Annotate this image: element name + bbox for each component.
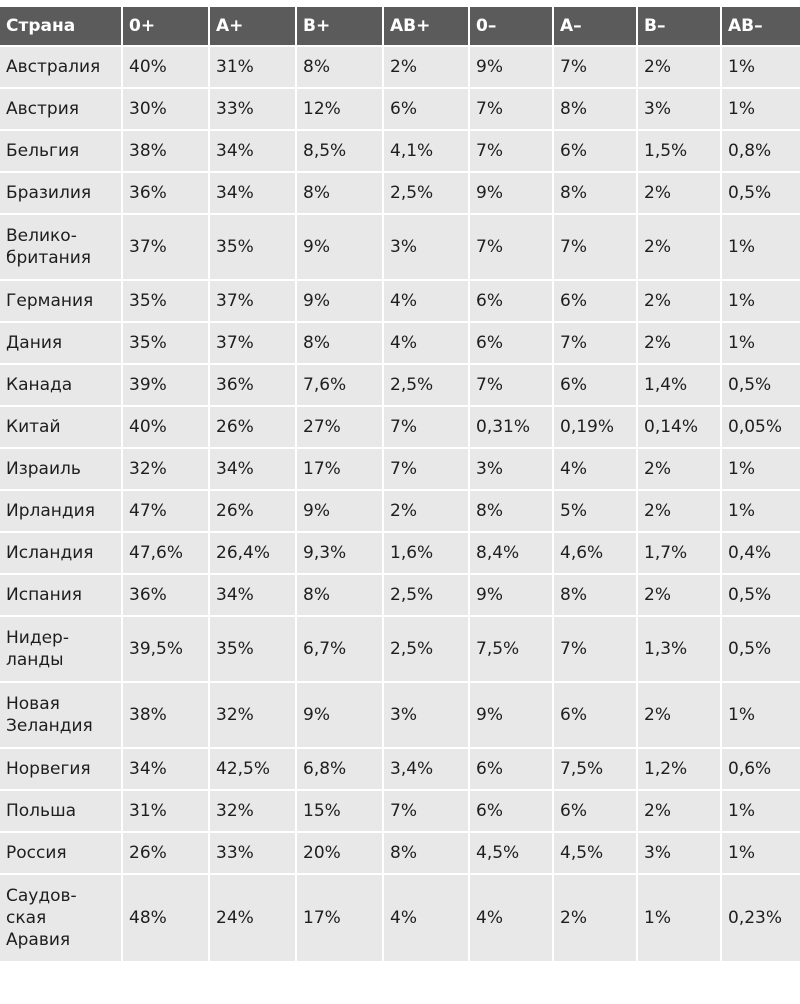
cell-o-neg: 4,5%: [469, 832, 553, 874]
cell-o-neg: 7%: [469, 214, 553, 280]
cell-a-neg: 6%: [553, 790, 637, 832]
cell-a-pos: 33%: [209, 88, 296, 130]
cell-ab-neg: 1%: [721, 46, 800, 88]
cell-a-pos: 32%: [209, 682, 296, 748]
cell-b-pos: 7,6%: [296, 364, 383, 406]
cell-country: Нидер- ланды: [0, 616, 122, 682]
cell-b-neg: 2%: [637, 280, 721, 322]
cell-ab-neg: 1%: [721, 280, 800, 322]
cell-country: Польша: [0, 790, 122, 832]
cell-a-neg: 4%: [553, 448, 637, 490]
cell-ab-neg: 1%: [721, 790, 800, 832]
cell-b-neg: 2%: [637, 682, 721, 748]
table-row: [0, 172, 800, 214]
table-row: [0, 130, 800, 172]
cell-country: Норвегия: [0, 748, 122, 790]
header-country: Страна: [0, 7, 122, 46]
cell-b-pos: 6,7%: [296, 616, 383, 682]
cell-ab-pos: 1,6%: [383, 532, 469, 574]
header-o-neg: 0–: [469, 7, 553, 46]
cell-a-neg: 6%: [553, 130, 637, 172]
cell-ab-neg: 1%: [721, 214, 800, 280]
cell-o-pos: 26%: [122, 832, 209, 874]
cell-a-pos: 36%: [209, 364, 296, 406]
cell-b-pos: 9,3%: [296, 532, 383, 574]
cell-o-neg: 8,4%: [469, 532, 553, 574]
cell-b-pos: 8%: [296, 322, 383, 364]
cell-o-neg: 6%: [469, 790, 553, 832]
cell-ab-neg: 1%: [721, 490, 800, 532]
cell-a-neg: 7,5%: [553, 748, 637, 790]
cell-a-neg: 6%: [553, 280, 637, 322]
cell-b-pos: 15%: [296, 790, 383, 832]
cell-ab-pos: 3%: [383, 682, 469, 748]
cell-b-pos: 6,8%: [296, 748, 383, 790]
cell-a-pos: 34%: [209, 172, 296, 214]
table-body: [0, 46, 800, 962]
cell-ab-pos: 6%: [383, 88, 469, 130]
cell-ab-pos: 2%: [383, 46, 469, 88]
cell-a-neg: 2%: [553, 874, 637, 962]
cell-ab-pos: 7%: [383, 406, 469, 448]
cell-b-pos: 8%: [296, 172, 383, 214]
cell-a-neg: 5%: [553, 490, 637, 532]
cell-o-neg: 9%: [469, 574, 553, 616]
cell-country: Испания: [0, 574, 122, 616]
cell-country: Россия: [0, 832, 122, 874]
table-row: [0, 574, 800, 616]
header-a-neg: A–: [553, 7, 637, 46]
cell-a-pos: 42,5%: [209, 748, 296, 790]
cell-country: Бразилия: [0, 172, 122, 214]
cell-country: Велико- британия: [0, 214, 122, 280]
cell-o-neg: 6%: [469, 280, 553, 322]
cell-o-neg: 9%: [469, 172, 553, 214]
header-ab-neg: AB–: [721, 7, 800, 46]
cell-a-neg: 7%: [553, 46, 637, 88]
cell-b-pos: 20%: [296, 832, 383, 874]
table-row: [0, 448, 800, 490]
table-row: [0, 748, 800, 790]
cell-ab-pos: 4%: [383, 280, 469, 322]
cell-a-neg: 8%: [553, 574, 637, 616]
cell-a-pos: 35%: [209, 616, 296, 682]
cell-o-neg: 8%: [469, 490, 553, 532]
header-ab-pos: AB+: [383, 7, 469, 46]
table-row: [0, 832, 800, 874]
cell-o-pos: 47,6%: [122, 532, 209, 574]
cell-b-pos: 9%: [296, 682, 383, 748]
cell-a-neg: 4,6%: [553, 532, 637, 574]
cell-b-pos: 9%: [296, 280, 383, 322]
cell-b-neg: 0,14%: [637, 406, 721, 448]
cell-a-neg: 8%: [553, 88, 637, 130]
table-row: [0, 406, 800, 448]
table-row: [0, 616, 800, 682]
cell-b-neg: 2%: [637, 172, 721, 214]
cell-country: Австралия: [0, 46, 122, 88]
cell-ab-neg: 0,5%: [721, 616, 800, 682]
cell-o-neg: 7%: [469, 130, 553, 172]
cell-o-pos: 47%: [122, 490, 209, 532]
cell-o-neg: 0,31%: [469, 406, 553, 448]
table-row: [0, 790, 800, 832]
cell-b-neg: 2%: [637, 574, 721, 616]
table-row: [0, 322, 800, 364]
cell-ab-pos: 4%: [383, 874, 469, 962]
cell-a-pos: 33%: [209, 832, 296, 874]
cell-a-pos: 31%: [209, 46, 296, 88]
cell-o-pos: 36%: [122, 172, 209, 214]
cell-a-pos: 32%: [209, 790, 296, 832]
cell-ab-pos: 2%: [383, 490, 469, 532]
cell-o-neg: 7,5%: [469, 616, 553, 682]
cell-ab-neg: 0,5%: [721, 364, 800, 406]
cell-o-pos: 38%: [122, 130, 209, 172]
cell-o-pos: 40%: [122, 46, 209, 88]
cell-country: Дания: [0, 322, 122, 364]
cell-ab-neg: 1%: [721, 448, 800, 490]
cell-b-pos: 8,5%: [296, 130, 383, 172]
cell-o-neg: 9%: [469, 682, 553, 748]
cell-a-neg: 7%: [553, 322, 637, 364]
cell-country: Новая Зеландия: [0, 682, 122, 748]
cell-b-pos: 17%: [296, 874, 383, 962]
cell-a-pos: 34%: [209, 448, 296, 490]
cell-b-pos: 17%: [296, 448, 383, 490]
header-o-pos: 0+: [122, 7, 209, 46]
cell-ab-pos: 4%: [383, 322, 469, 364]
cell-o-pos: 40%: [122, 406, 209, 448]
cell-country: Китай: [0, 406, 122, 448]
cell-country: Исландия: [0, 532, 122, 574]
cell-ab-pos: 2,5%: [383, 364, 469, 406]
cell-ab-neg: 0,6%: [721, 748, 800, 790]
cell-o-pos: 34%: [122, 748, 209, 790]
cell-b-neg: 1,4%: [637, 364, 721, 406]
cell-b-pos: 9%: [296, 214, 383, 280]
cell-o-neg: 9%: [469, 46, 553, 88]
cell-ab-neg: 0,5%: [721, 574, 800, 616]
table-row: [0, 874, 800, 962]
cell-ab-neg: 1%: [721, 88, 800, 130]
cell-o-neg: 4%: [469, 874, 553, 962]
blood-type-table: [0, 7, 800, 963]
cell-b-neg: 3%: [637, 88, 721, 130]
cell-a-pos: 24%: [209, 874, 296, 962]
cell-ab-pos: 2,5%: [383, 172, 469, 214]
cell-ab-pos: 7%: [383, 448, 469, 490]
cell-b-neg: 3%: [637, 832, 721, 874]
cell-b-neg: 2%: [637, 214, 721, 280]
cell-a-neg: 4,5%: [553, 832, 637, 874]
table-row: [0, 88, 800, 130]
cell-a-neg: 7%: [553, 214, 637, 280]
cell-o-neg: 7%: [469, 364, 553, 406]
cell-ab-pos: 2,5%: [383, 616, 469, 682]
table-row: [0, 214, 800, 280]
cell-a-neg: 7%: [553, 616, 637, 682]
cell-ab-neg: 0,5%: [721, 172, 800, 214]
cell-o-pos: 32%: [122, 448, 209, 490]
cell-o-pos: 38%: [122, 682, 209, 748]
cell-b-neg: 2%: [637, 490, 721, 532]
cell-country: Австрия: [0, 88, 122, 130]
cell-ab-pos: 8%: [383, 832, 469, 874]
cell-o-pos: 48%: [122, 874, 209, 962]
cell-ab-pos: 7%: [383, 790, 469, 832]
cell-o-pos: 30%: [122, 88, 209, 130]
cell-a-neg: 8%: [553, 172, 637, 214]
table-row: [0, 532, 800, 574]
cell-b-neg: 2%: [637, 790, 721, 832]
cell-a-neg: 6%: [553, 364, 637, 406]
cell-b-neg: 1,5%: [637, 130, 721, 172]
cell-b-neg: 2%: [637, 448, 721, 490]
cell-b-pos: 27%: [296, 406, 383, 448]
cell-b-pos: 8%: [296, 46, 383, 88]
cell-o-pos: 36%: [122, 574, 209, 616]
table-row: [0, 46, 800, 88]
table-row: [0, 364, 800, 406]
cell-a-neg: 6%: [553, 682, 637, 748]
table-row: [0, 490, 800, 532]
cell-b-neg: 1,7%: [637, 532, 721, 574]
cell-o-neg: 3%: [469, 448, 553, 490]
header-b-pos: B+: [296, 7, 383, 46]
cell-b-neg: 2%: [637, 322, 721, 364]
cell-b-pos: 8%: [296, 574, 383, 616]
cell-ab-neg: 0,4%: [721, 532, 800, 574]
cell-country: Канада: [0, 364, 122, 406]
cell-ab-neg: 1%: [721, 832, 800, 874]
table-row: [0, 682, 800, 748]
cell-ab-pos: 4,1%: [383, 130, 469, 172]
table-row: [0, 280, 800, 322]
cell-o-pos: 39,5%: [122, 616, 209, 682]
cell-o-pos: 39%: [122, 364, 209, 406]
cell-ab-neg: 0,05%: [721, 406, 800, 448]
cell-o-pos: 35%: [122, 322, 209, 364]
cell-o-neg: 6%: [469, 322, 553, 364]
cell-b-pos: 12%: [296, 88, 383, 130]
cell-a-pos: 26,4%: [209, 532, 296, 574]
cell-country: Израиль: [0, 448, 122, 490]
cell-a-pos: 34%: [209, 130, 296, 172]
cell-o-neg: 6%: [469, 748, 553, 790]
cell-a-pos: 37%: [209, 322, 296, 364]
cell-a-neg: 0,19%: [553, 406, 637, 448]
cell-country: Бельгия: [0, 130, 122, 172]
cell-a-pos: 34%: [209, 574, 296, 616]
cell-ab-neg: 0,8%: [721, 130, 800, 172]
header-a-pos: A+: [209, 7, 296, 46]
cell-country: Ирландия: [0, 490, 122, 532]
header-row: [0, 7, 800, 46]
cell-o-neg: 7%: [469, 88, 553, 130]
cell-ab-pos: 2,5%: [383, 574, 469, 616]
cell-ab-neg: 1%: [721, 682, 800, 748]
header-b-neg: B–: [637, 7, 721, 46]
cell-ab-pos: 3,4%: [383, 748, 469, 790]
cell-b-neg: 1%: [637, 874, 721, 962]
cell-ab-neg: 1%: [721, 322, 800, 364]
cell-o-pos: 31%: [122, 790, 209, 832]
cell-a-pos: 26%: [209, 490, 296, 532]
cell-ab-neg: 0,23%: [721, 874, 800, 962]
cell-o-pos: 37%: [122, 214, 209, 280]
cell-country: Германия: [0, 280, 122, 322]
cell-a-pos: 26%: [209, 406, 296, 448]
cell-b-neg: 2%: [637, 46, 721, 88]
cell-o-pos: 35%: [122, 280, 209, 322]
cell-a-pos: 35%: [209, 214, 296, 280]
cell-b-pos: 9%: [296, 490, 383, 532]
cell-a-pos: 37%: [209, 280, 296, 322]
cell-country: Саудов- ская Аравия: [0, 874, 122, 962]
cell-ab-pos: 3%: [383, 214, 469, 280]
cell-b-neg: 1,3%: [637, 616, 721, 682]
cell-b-neg: 1,2%: [637, 748, 721, 790]
